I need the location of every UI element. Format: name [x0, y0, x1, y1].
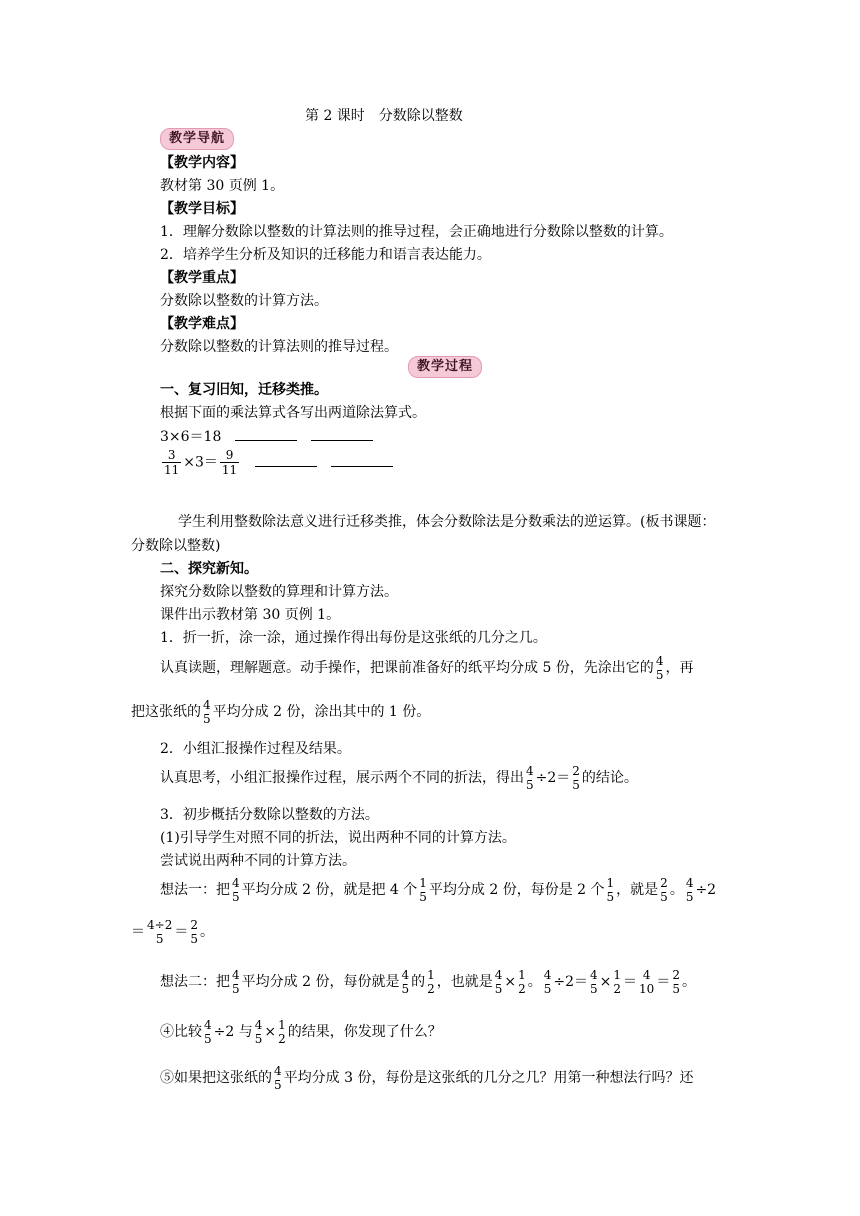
answer-blank: [255, 454, 317, 467]
text: ×: [264, 1024, 277, 1040]
fraction: 1 2: [278, 1018, 286, 1046]
answer-blank: [331, 454, 393, 467]
fraction: 1 2: [427, 968, 435, 996]
text: 。: [199, 924, 214, 940]
fraction: 4 5: [655, 654, 664, 682]
fraction: 4 5: [494, 968, 503, 996]
text: ×: [599, 974, 612, 990]
s2-line2: 课件出示教材第 30 页例 1。: [160, 607, 341, 623]
text: 想法一：把: [160, 882, 230, 898]
nav-badge: 教学导航: [160, 128, 234, 150]
fraction: 2 5: [190, 918, 198, 946]
text: ＝: [174, 924, 189, 940]
s2-item1-c: [131, 698, 430, 726]
text: ÷2: [695, 882, 717, 898]
goal-2: 2．培养学生分析及知识的迁移能力和语言表达能力。: [160, 247, 491, 263]
question-4: [160, 1018, 442, 1046]
s1-para2: 分数除以整数): [131, 538, 221, 554]
s1-para1: 学生利用整数除法意义进行迁移类推，体会分数除法是分数乘法的逆运算。(板书课题：: [178, 514, 716, 530]
section-2-heading: 二、探究新知。: [160, 561, 258, 577]
text: 想法二：把: [160, 974, 230, 990]
eq1-text: 3×6＝18: [160, 429, 222, 445]
fraction: 2 5: [672, 968, 680, 996]
text: 认真思考，小组汇报操作过程，展示两个不同的折法，得出: [160, 770, 524, 786]
text: ＝: [656, 974, 671, 990]
text: ÷2＝: [535, 770, 571, 786]
s2-item3-1: (1)引导学生对照不同的折法，说出两种不同的计算方法。: [160, 830, 516, 846]
text: 平均分成 3 份，每份是这张纸的几分之几？用第一种想法行吗？还: [283, 1070, 694, 1086]
fraction: $\frac{9}{11}$: [221, 448, 238, 477]
difficulty-heading: 【教学难点】: [160, 316, 244, 332]
text: ÷2 与: [213, 1024, 253, 1040]
s2-item3: 3．初步概括分数除以整数的方法。: [160, 807, 379, 823]
fraction: 4 10: [639, 968, 655, 996]
goal-1: 1．理解分数除以整数的计算法则的推导过程，会正确地进行分数除以整数的计算。: [160, 224, 673, 240]
s2-item1-a: [160, 654, 693, 682]
text: ④比较: [160, 1024, 202, 1040]
fraction: 4 5: [274, 1064, 282, 1092]
s1-eq2: [160, 448, 393, 477]
text: ×: [504, 974, 517, 990]
fraction: 4 5: [204, 1018, 212, 1046]
text: 的结果，你发现了什么？: [287, 1024, 442, 1040]
text: ，就是: [616, 882, 659, 898]
idea-1-cont: [131, 918, 214, 946]
idea-1: [160, 876, 716, 904]
section-1-heading: 一、复习旧知，迁移类推。: [160, 382, 328, 398]
answer-blank: [311, 428, 373, 441]
fraction: 4 5: [232, 876, 240, 904]
s2-item1: 1．折一折，涂一涂，通过操作得出每份是这张纸的几分之几。: [160, 630, 547, 646]
fraction: 4 5: [543, 968, 552, 996]
text: 平均分成 2 份，每份是 2 个: [428, 882, 605, 898]
key-heading: 【教学重点】: [160, 270, 244, 286]
text: 平均分成 2 份，就是把 4 个: [241, 882, 418, 898]
text: 的: [411, 974, 426, 990]
goals-heading: 【教学目标】: [160, 201, 244, 217]
s2-item2: 2．小组汇报操作过程及结果。: [160, 741, 351, 757]
fraction: 4÷2 5: [147, 918, 173, 946]
fraction: 2 5: [660, 876, 668, 904]
fraction: 1 5: [419, 876, 427, 904]
fraction: 4 5: [203, 698, 211, 726]
question-5: [160, 1064, 693, 1092]
answer-blank: [235, 428, 297, 441]
s1-eq1: [160, 428, 373, 446]
fraction: 4 5: [401, 968, 410, 996]
fraction: 4 5: [685, 876, 694, 904]
text: 平均分成 2 份，每份就是: [241, 974, 400, 990]
page-title: 第 2 课时 分数除以整数: [305, 108, 463, 124]
eq2-op: ×3＝: [183, 454, 218, 471]
fraction: 4 5: [254, 1018, 263, 1046]
fraction: 1 2: [613, 968, 622, 996]
text: ＝: [131, 924, 145, 940]
s2-item3-2: 尝试说出两种不同的计算方法。: [160, 853, 356, 869]
key-text: 分数除以整数的计算方法。: [160, 293, 328, 309]
text: ，再: [665, 660, 694, 676]
text: 的结论。: [581, 770, 638, 786]
text: ⑤如果把这张纸的: [160, 1070, 272, 1086]
process-badge: 教学过程: [408, 356, 482, 378]
fraction: 4 5: [232, 968, 240, 996]
text: ÷2＝: [553, 974, 589, 990]
text: ＝: [623, 974, 638, 990]
s2-item2-a: [160, 764, 638, 792]
fraction: 4 5: [526, 764, 534, 792]
text: 把这张纸的: [131, 704, 201, 720]
s1-line1: 根据下面的乘法算式各写出两道除法算式。: [160, 405, 426, 421]
fraction: 1 2: [518, 968, 526, 996]
text: 认真读题，理解题意。动手操作，把课前准备好的纸平均分成 5 份，先涂出它的: [160, 660, 654, 676]
fraction: 1 5: [606, 876, 615, 904]
text: 。: [669, 882, 684, 898]
difficulty-text: 分数除以整数的计算法则的推导过程。: [160, 339, 398, 355]
text: 。: [527, 974, 542, 990]
s2-line1: 探究分数除以整数的算理和计算方法。: [160, 584, 398, 600]
content-text: 教材第 30 页例 1。: [160, 178, 285, 194]
text: ，也就是: [436, 974, 493, 990]
text: 平均分成 2 份，涂出其中的 1 份。: [212, 704, 431, 720]
fraction: 2 5: [572, 764, 580, 792]
text: 。: [681, 974, 696, 990]
idea-2: [160, 968, 696, 996]
content-heading: 【教学内容】: [160, 155, 244, 171]
fraction: $\frac{3}{11}$: [164, 448, 180, 477]
fraction: 4 5: [590, 968, 598, 996]
